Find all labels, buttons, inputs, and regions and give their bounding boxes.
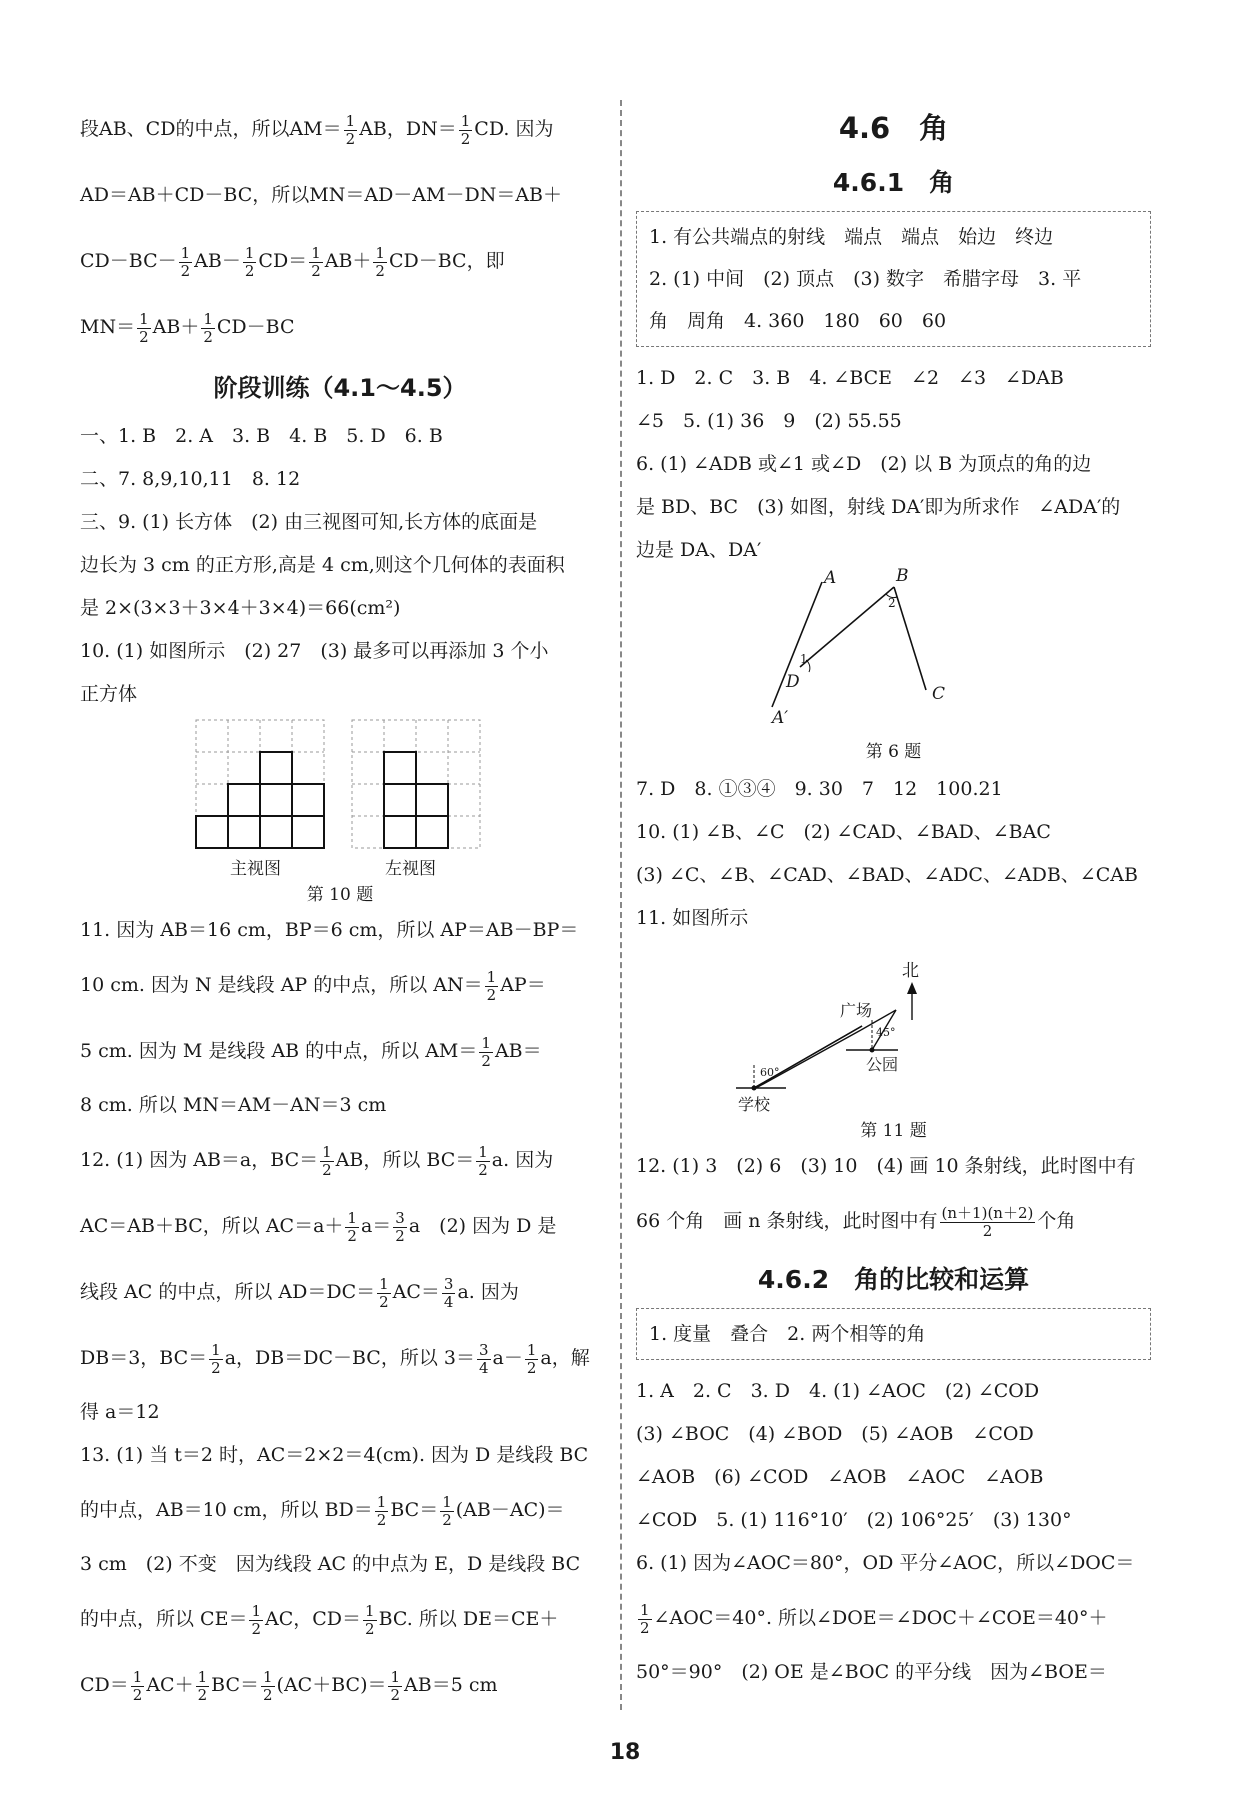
three-view-drawings bbox=[80, 716, 600, 856]
figure-q6 bbox=[636, 566, 1151, 737]
answer-q7-8: 二、7. 8,9,10,11 8. 12 bbox=[80, 468, 301, 490]
left-column bbox=[80, 96, 600, 1718]
point-label-A-prime: A′ bbox=[772, 708, 789, 728]
answer-q9-line-1: 三、9. (1) 长方体 (2) 由三视图可知,长方体的底面是 bbox=[80, 511, 538, 533]
page-number: 18 bbox=[609, 1740, 641, 1765]
answer-q12-line-2: 66 个角 画 n 条射线，此时图中有 $\frac{(n+1)(n+2)}{2}$ 个角 bbox=[636, 1203, 1076, 1240]
answer-q13-line-1: 13. (1) 当 t＝2 时，AC＝2×2＝4(cm). 因为 D 是线段 BC bbox=[80, 1444, 589, 1466]
answer-q13-line-2: 的中点，AB＝10 cm，所以 BD＝ $\frac{1}{2}$ BC＝ $\frac{1}{2}$ (AB－AC)＝ bbox=[80, 1492, 565, 1529]
figure-q11-caption: 第 11 题 bbox=[860, 1121, 927, 1141]
answer-line-11: (3) ∠BOC (4) ∠BOD (5) ∠AOB ∠COD bbox=[636, 1423, 1034, 1445]
answer-q11-line-4: 8 cm. 所以 MN＝AM－AN＝3 cm bbox=[80, 1094, 387, 1116]
key-points-box-2 bbox=[636, 1308, 1151, 1360]
answer-q12-line-1: 12. (1) 因为 AB＝a，BC＝ $\frac{1}{2}$ AB，所以 BC＝ $\frac{1}{2}$ a. 因为 bbox=[80, 1142, 554, 1179]
point-label-A: A bbox=[824, 568, 837, 588]
answer-line-2: ∠5 5. (1) 36 9 (2) 55.55 bbox=[636, 410, 902, 432]
figure-q10 bbox=[80, 716, 600, 886]
answer-q12-line-5: 得 a＝12 bbox=[80, 1401, 160, 1423]
answer-line-12: ∠AOB (6) ∠COD ∠AOB ∠AOC ∠AOB bbox=[636, 1466, 1044, 1488]
answer-q11-line-2: 10 cm. 因为 N 是线段 AP 的中点，所以 AN＝ $\frac{1}{2}$ AP＝ bbox=[80, 967, 546, 1004]
answer-line-15: $\frac{1}{2}$ ∠AOC＝40°. 所以∠DOE＝∠DOC＋∠COE＝40°＋ bbox=[640, 1600, 1108, 1637]
figure-q10-caption: 第 10 题 bbox=[306, 885, 374, 905]
answer-q12-line-1: 12. (1) 3 (2) 6 (3) 10 (4) 画 10 条射线，此时图中有 bbox=[636, 1155, 1136, 1177]
left-view-shape bbox=[384, 752, 448, 848]
answer-line-16: 50°＝90° (2) OE 是∠BOC 的平分线 因为∠BOE＝ bbox=[636, 1661, 1107, 1683]
front-view-shape bbox=[196, 752, 324, 848]
answer-line-7: 10. (1) ∠B、∠C (2) ∠CAD、∠BAD、∠BAC bbox=[636, 821, 1051, 843]
angle-label-1: 1 bbox=[800, 652, 808, 666]
key-points-box-1 bbox=[636, 211, 1151, 347]
answer-q9-line-2: 边长为 3 cm 的正方形,高是 4 cm,则这个几何体的表面积 bbox=[80, 554, 565, 576]
intro-line-4: MN＝ $\frac{1}{2}$ AB＋ $\frac{1}{2}$ CD－BC bbox=[80, 309, 295, 346]
key-point-line-1: 1. 有公共端点的射线 端点 端点 始边 终边 bbox=[649, 226, 1054, 248]
angle-45-label: 45° bbox=[876, 1026, 896, 1039]
answer-q10-line-1: 10. (1) 如图所示 (2) 27 (3) 最多可以再添加 3 个小 bbox=[80, 640, 549, 662]
intro-line-1: 段AB、CD的中点，所以AM＝ $\frac{1}{2}$ AB，DN＝ $\frac{1}{2}$ CD. 因为 bbox=[80, 111, 554, 148]
answer-q12-line-4: DB＝3，BC＝ $\frac{1}{2}$ a，DB＝DC－BC，所以 3＝ $\frac{3}{4}$ a－ $\frac{1}{2}$ a，解 bbox=[80, 1340, 590, 1377]
answer-q13-line-5: CD＝ $\frac{1}{2}$ AC＋ $\frac{1}{2}$ BC＝ $\frac{1}{2}$ (AC＋BC)＝ $\frac{1}{2}$ AB＝5 cm bbox=[80, 1667, 498, 1704]
figure-q6-caption: 第 6 题 bbox=[865, 742, 922, 762]
answer-q13-line-3: 3 cm (2) 不变 因为线段 AC 的中点为 E，D 是线段 BC bbox=[80, 1553, 581, 1575]
answer-q12-line-3: 线段 AC 的中点，所以 AD＝DC＝ $\frac{1}{2}$ AC＝ $\frac{3}{4}$ a. 因为 bbox=[80, 1274, 519, 1311]
angle-label-2: 2 bbox=[888, 596, 896, 610]
intro-line-2: AD＝AB＋CD－BC，所以MN＝AD－AM－DN＝AB＋ bbox=[80, 184, 563, 206]
stage-title: 阶段训练（4.1～4.5） bbox=[213, 374, 467, 402]
answer-line-8: (3) ∠C、∠B、∠CAD、∠BAD、∠ADC、∠ADB、∠CAB bbox=[636, 864, 1138, 886]
answer-line-6: 7. D 8. ①③④ 9. 30 7 12 100.21 bbox=[636, 778, 1003, 800]
figure-q11 bbox=[636, 940, 1151, 1114]
column-divider bbox=[620, 100, 622, 1710]
key-point-line-3: 角 周角 4. 360 180 60 60 bbox=[649, 310, 947, 332]
school-label: 学校 bbox=[738, 1095, 771, 1114]
subsection-4-6-2-title: 4.6.2 角的比较和运算 bbox=[757, 1265, 1030, 1294]
direction-diagram bbox=[636, 940, 1151, 1110]
answer-q9-line-3: 是 2×(3×3＋3×4＋3×4)＝66(cm²) bbox=[80, 597, 401, 619]
park-label: 公园 bbox=[866, 1055, 899, 1074]
key-point-line: 1. 度量 叠合 2. 两个相等的角 bbox=[649, 1323, 926, 1345]
square-label: 广场 bbox=[840, 1001, 873, 1020]
answer-q13-line-4: 的中点，所以 CE＝ $\frac{1}{2}$ AC，CD＝ $\frac{1}{2}$ BC. 所以 DE＝CE＋ bbox=[80, 1601, 559, 1638]
answer-q11-line-1: 11. 因为 AB＝16 cm，BP＝6 cm，所以 AP＝AB－BP＝ bbox=[80, 919, 579, 941]
answer-line-9: 11. 如图所示 bbox=[636, 907, 749, 929]
right-column bbox=[636, 96, 1151, 1694]
angle-60-label: 60° bbox=[760, 1066, 780, 1079]
answer-line-10: 1. A 2. C 3. D 4. (1) ∠AOC (2) ∠COD bbox=[636, 1380, 1040, 1402]
answer-q12-line-2: AC＝AB＋BC，所以 AC＝a＋ $\frac{1}{2}$ a＝ $\frac{3}{2}$ a (2) 因为 D 是 bbox=[80, 1208, 557, 1245]
front-view-label: 主视图 bbox=[230, 859, 281, 879]
answer-line-14: 6. (1) 因为∠AOC＝80°，OD 平分∠AOC，所以∠DOC＝ bbox=[636, 1552, 1135, 1574]
intro-line-3: CD－BC－ $\frac{1}{2}$ AB－ $\frac{1}{2}$ CD＝ $\frac{1}{2}$ AB＋ $\frac{1}{2}$ CD－BC，即 bbox=[80, 243, 505, 280]
answer-q11-line-3: 5 cm. 因为 M 是线段 AB 的中点，所以 AM＝ $\frac{1}{2}$ AB＝ bbox=[80, 1033, 542, 1070]
answer-line-5: 边是 DA、DA′ bbox=[636, 539, 762, 561]
answer-q1-6: 一、1. B 2. A 3. B 4. B 5. D 6. B bbox=[80, 425, 443, 447]
point-label-B: B bbox=[896, 566, 909, 586]
subsection-4-6-1-title: 4.6.1 角 bbox=[832, 168, 955, 197]
point-label-C: C bbox=[932, 684, 946, 704]
answer-line-3: 6. (1) ∠ADB 或∠1 或∠D (2) 以 B 为顶点的角的边 bbox=[636, 453, 1092, 475]
answer-line-13: ∠COD 5. (1) 116°10′ (2) 106°25′ (3) 130° bbox=[636, 1509, 1072, 1531]
answer-q10-line-2: 正方体 bbox=[80, 683, 138, 705]
left-view-label: 左视图 bbox=[385, 859, 436, 879]
answer-line-4: 是 BD、BC (3) 如图，射线 DA′即为所求作 ∠ADA′的 bbox=[636, 496, 1121, 518]
key-point-line-2: 2. (1) 中间 (2) 顶点 (3) 数字 希腊字母 3. 平 bbox=[649, 268, 1082, 290]
answer-line-1: 1. D 2. C 3. B 4. ∠BCE ∠2 ∠3 ∠DAB bbox=[636, 367, 1064, 389]
section-title: 4.6 角 bbox=[838, 111, 949, 145]
point-label-D: D bbox=[786, 672, 800, 692]
north-label: 北 bbox=[902, 961, 919, 981]
